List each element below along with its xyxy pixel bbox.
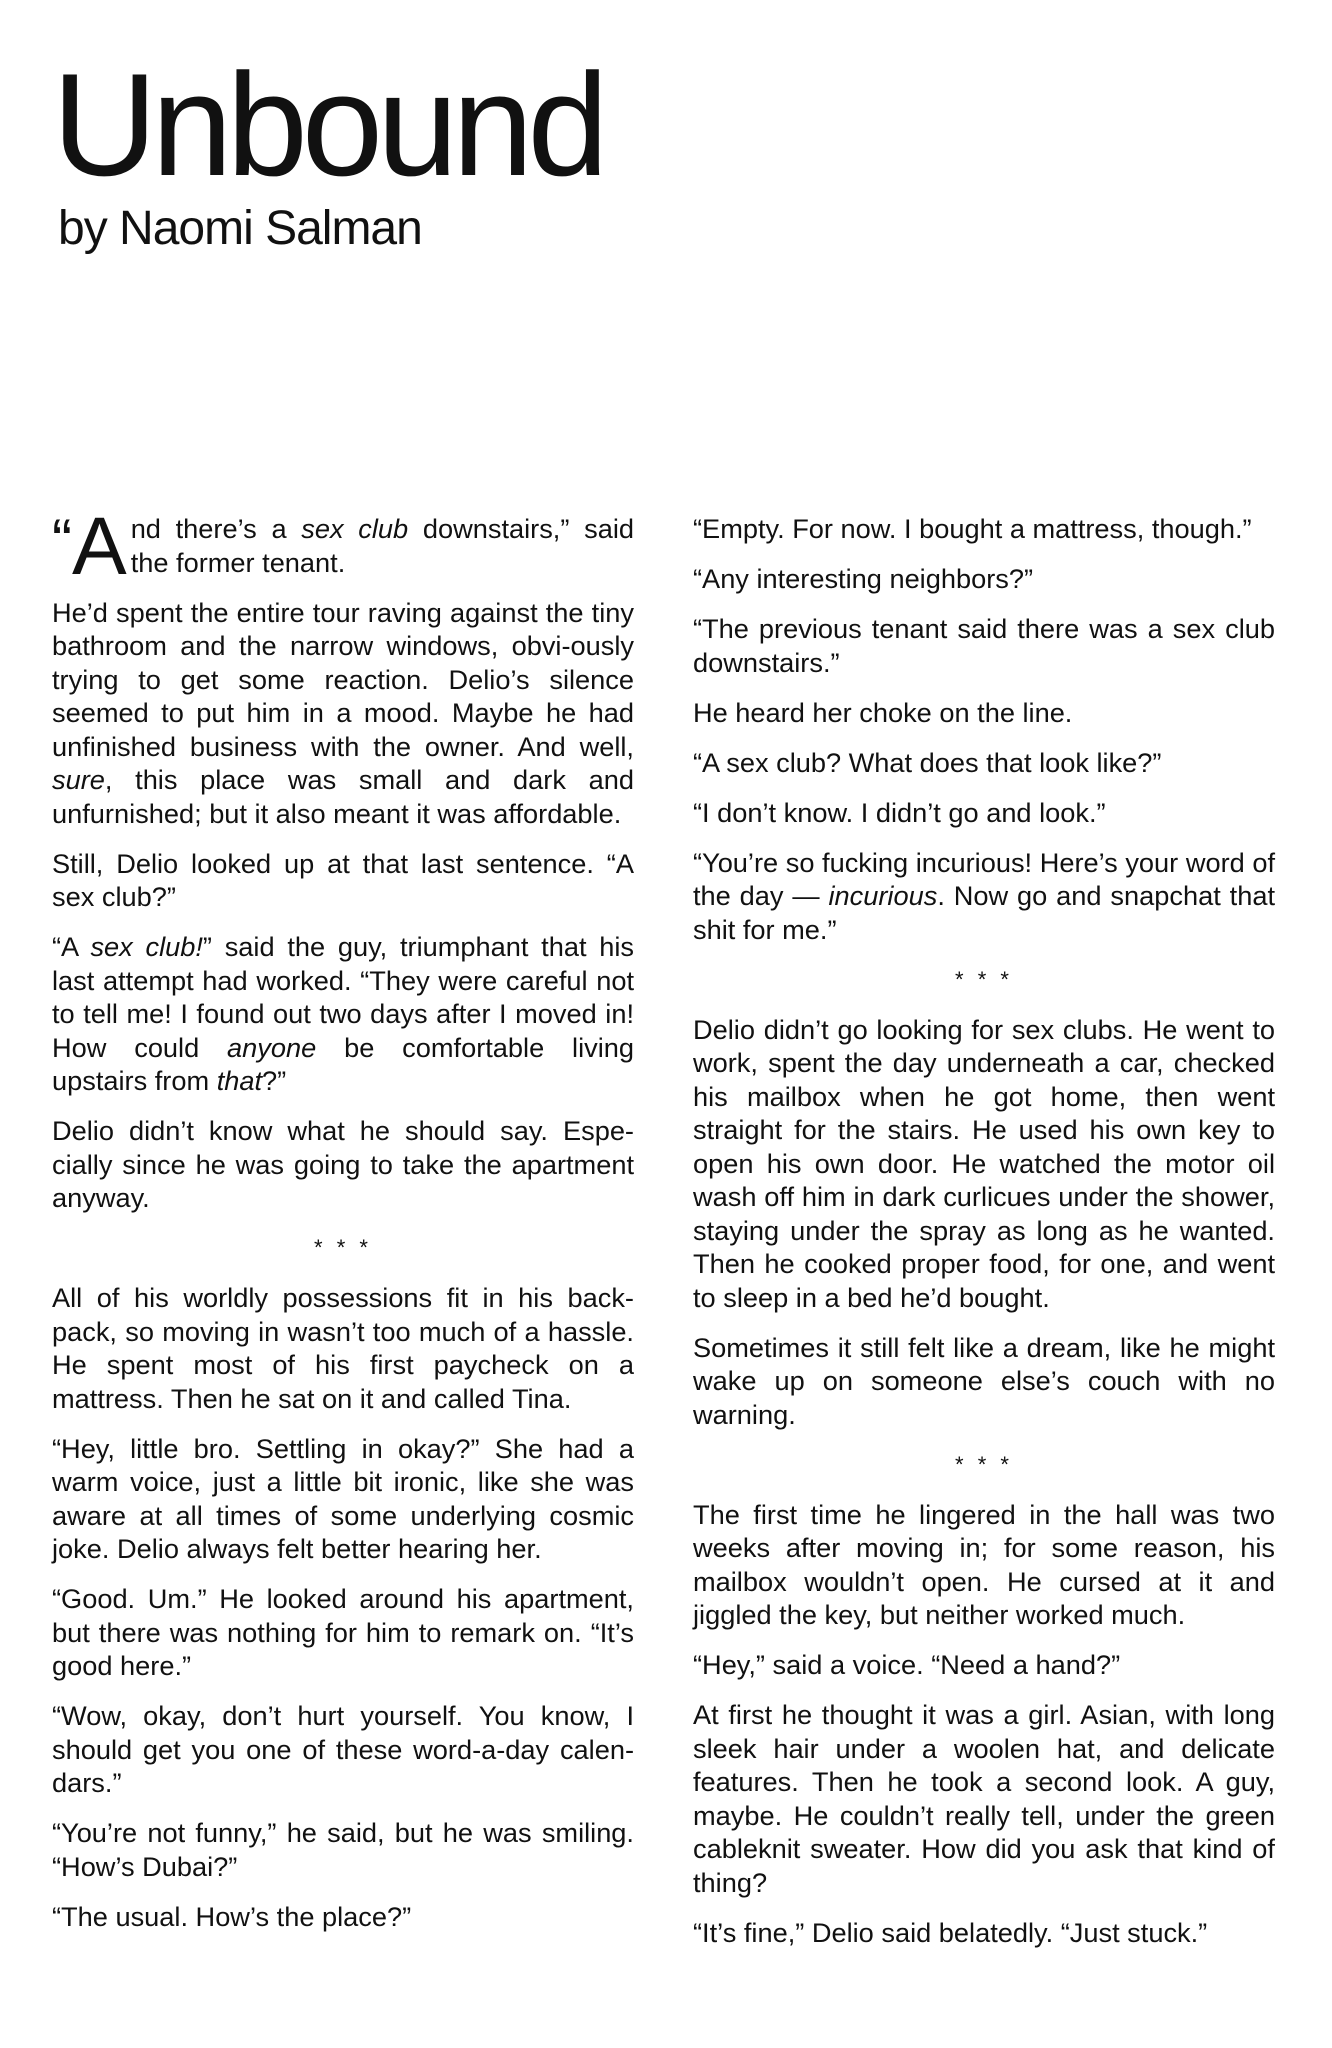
story-paragraph: “Good. Um.” He looked around his apartment, but there was nothing for him to remark on. “It’s good here.” [52, 1583, 634, 1681]
story-paragraph: “A nd there’s a sex club downstairs,” said the former tenant. [52, 501, 634, 592]
story-paragraph: He’d spent the entire tour raving against the tiny bathroom and the narrow windows, obvi-ously trying to get some reaction. Delio’s silence seemed to put him in a mood. Maybe he had unfinished business with the owner. And well, sure, this place was small and dark and unfurnished; but it also meant it was affordable. [52, 596, 634, 829]
story-paragraph: Delio didn’t go looking for sex clubs. He went to work, spent the day underneath a car, checked his mailbox when he got home, then went straight for the stairs. He used his own key to open his own door. He watched the motor oil wash off him in dark curlicues under the shower, staying under the spray as long as he wanted. Then he cooked proper food, for one, and went to sleep in a bed he’d bought. [693, 1013, 1275, 1313]
story-paragraph: “The usual. How’s the place?” [52, 1900, 412, 1932]
story-paragraph: “You’re so fucking incurious! Here’s your word of the day — incurious. Now go and snapchat that shit for me.” [693, 846, 1275, 945]
story-paragraph: “Wow, okay, don’t hurt yourself. You know, I should get you one of these word-a-day calen-dars.” [52, 1700, 634, 1798]
story-paragraph: Still, Delio looked up at that last sentence. “A sex club?” [52, 847, 634, 912]
story-paragraph: “A sex club!” said the guy, triumphant that his last attempt had worked. “They were careful not to tell me! I found out two days after I moved in! How could anyone be comfortable living upstairs from that?” [52, 931, 635, 1096]
story-paragraph: “It’s fine,” Delio said belatedly. “Just stuck.” [693, 1916, 1208, 1948]
story-paragraph: The first time he lingered in the hall was two weeks after moving in; for some reason, his mailbox wouldn’t open. He cursed at it and jiggled the key, but neither worked much. [693, 1498, 1275, 1630]
scene-break: * * * [955, 1451, 1013, 1477]
story-paragraph: “Hey, little bro. Settling in okay?” She had a warm voice, just a little bit ironic, like she was aware at all times of some underlying cosmic joke. Delio always felt better hearing her. [52, 1432, 634, 1564]
story-paragraph: “Hey,” said a voice. “Need a hand?” [693, 1649, 1121, 1680]
story-paragraph: “I don’t know. I didn’t go and look.” [693, 796, 1106, 828]
scene-break: * * * [314, 1235, 372, 1260]
left-column [52, 501, 635, 1950]
story-paragraph: “A sex club? What does that look like?” [693, 746, 1162, 778]
story-title: Unbound [52, 43, 603, 206]
story-paragraph: “The previous tenant said there was a sex club downstairs.” [693, 613, 1275, 678]
story-paragraph: He heard her choke on the line. [693, 696, 1073, 728]
story-paragraph: Sometimes it still felt like a dream, like he might wake up on someone else’s couch with no warning. [693, 1331, 1275, 1430]
story-paragraph: At first he thought it was a girl. Asian, with long sleek hair under a woolen hat, and delicate features. Then he took a second look. A guy, maybe. He couldn’t really tell, under the green cableknit sweater. How did you ask that kind of thing? [693, 1699, 1275, 1898]
story-paragraph: “Empty. For now. I bought a mattress, though.” [693, 513, 1252, 544]
story-paragraph: All of his worldly possessions fit in his back-pack, so moving in wasn’t too much of a hassle. He spent most of his first paycheck on a mattress. Then he sat on it and called Tina. [52, 1282, 634, 1414]
story-paragraph: Delio didn’t know what he should say. Espe-cially since he was going to take the apartment anyway. [52, 1115, 634, 1213]
story-byline: by Naomi Salman [58, 202, 422, 255]
story-paragraph: “Any interesting neighbors?” [693, 563, 1034, 594]
drop-cap: “A [52, 501, 127, 592]
right-column [693, 512, 1275, 1966]
story-paragraph: “You’re not funny,” he said, but he was smiling. “How’s Dubai?” [52, 1817, 634, 1882]
scene-break: * * * [955, 966, 1013, 992]
